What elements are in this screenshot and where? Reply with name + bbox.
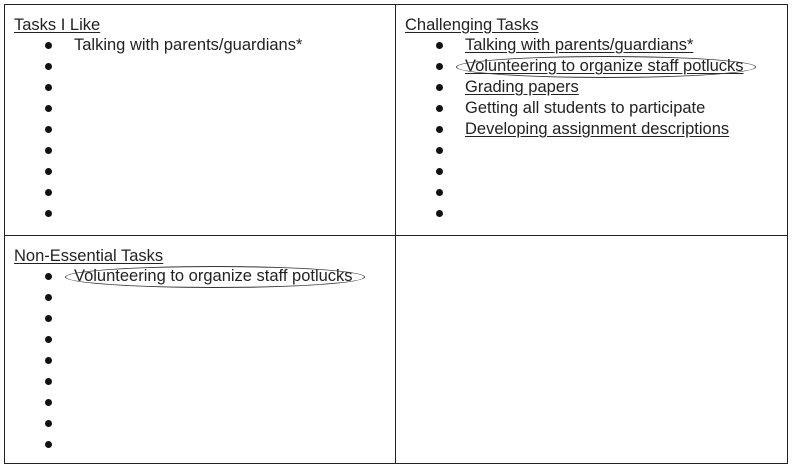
- list-item-text: Talking with parents/guardians*: [465, 36, 694, 54]
- bullet: [436, 168, 443, 175]
- list-item: [14, 287, 395, 308]
- bullet: [45, 399, 52, 406]
- bullet: [436, 42, 443, 49]
- challenging-tasks-title: Challenging Tasks: [405, 16, 539, 34]
- bullet: [45, 168, 52, 175]
- bullet: [45, 441, 52, 448]
- tasks-i-like-list: [14, 35, 395, 224]
- circled-item-text: Volunteering to organize staff potlucks: [465, 57, 744, 75]
- list-item: [405, 77, 787, 98]
- list-item: [14, 119, 395, 140]
- non-essential-tasks-title: Non-Essential Tasks: [14, 247, 164, 265]
- task-table: [4, 4, 788, 464]
- list-item: [14, 35, 395, 56]
- bullet: [45, 273, 52, 280]
- list-item: [405, 98, 787, 119]
- list-item: [14, 161, 395, 182]
- circled-item-text: Volunteering to organize staff potlucks: [74, 267, 353, 285]
- bullet: [45, 315, 52, 322]
- bullet: [45, 357, 52, 364]
- bullet: [45, 147, 52, 154]
- bullet: [45, 105, 52, 112]
- list-item: [14, 434, 395, 455]
- list-item: [14, 350, 395, 371]
- empty-cell[interactable]: [396, 236, 788, 464]
- list-item: [405, 140, 787, 161]
- bullet: [45, 126, 52, 133]
- list-item: [14, 329, 395, 350]
- list-item: [14, 308, 395, 329]
- list-item: [14, 203, 395, 224]
- bullet: [45, 294, 52, 301]
- list-item: [405, 203, 787, 224]
- non-essential-tasks-cell[interactable]: [5, 236, 396, 464]
- list-item-text: Grading papers: [465, 78, 579, 96]
- bullet: [436, 210, 443, 217]
- list-item: [14, 98, 395, 119]
- bullet: [45, 210, 52, 217]
- list-item: [405, 161, 787, 182]
- bullet: [45, 336, 52, 343]
- bullet: [45, 420, 52, 427]
- tasks-i-like-title: Tasks I Like: [14, 16, 101, 34]
- list-item: [14, 56, 395, 77]
- list-item: [14, 182, 395, 203]
- list-item: [14, 392, 395, 413]
- bullet: [436, 126, 443, 133]
- list-item: [405, 56, 787, 77]
- tasks-i-like-cell[interactable]: [5, 5, 396, 236]
- list-item: [14, 371, 395, 392]
- bullet: [436, 189, 443, 196]
- list-item: [405, 119, 787, 140]
- list-item: [405, 182, 787, 203]
- list-item: [14, 266, 395, 287]
- bullet: [45, 84, 52, 91]
- bullet: [45, 63, 52, 70]
- bullet: [45, 189, 52, 196]
- bullet: [436, 84, 443, 91]
- challenging-tasks-cell[interactable]: [396, 5, 788, 236]
- challenging-tasks-list: [405, 35, 787, 224]
- bullet: [436, 147, 443, 154]
- list-item-text: Getting all students to participate: [465, 99, 706, 117]
- list-item: [14, 77, 395, 98]
- non-essential-tasks-list: [14, 266, 395, 455]
- bullet: [436, 63, 443, 70]
- list-item: [14, 413, 395, 434]
- bullet: [45, 42, 52, 49]
- bullet: [45, 378, 52, 385]
- bullet: [436, 105, 443, 112]
- list-item-text: Talking with parents/guardians*: [74, 36, 303, 54]
- list-item-text: Developing assignment descriptions: [465, 120, 730, 138]
- list-item: [405, 35, 787, 56]
- list-item: [14, 140, 395, 161]
